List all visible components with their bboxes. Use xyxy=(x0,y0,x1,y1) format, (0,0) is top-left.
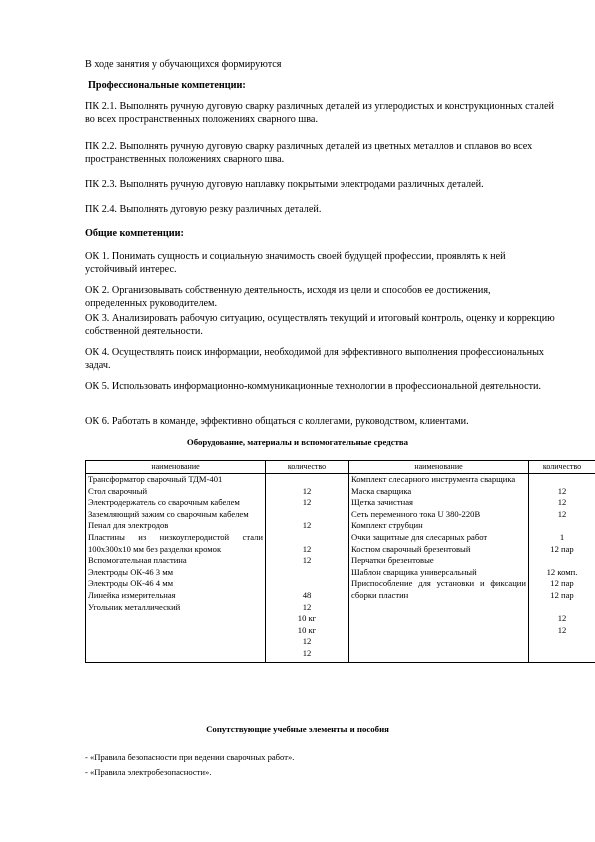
item-name: Маска сварщика xyxy=(351,485,412,496)
table-bottom-row xyxy=(86,660,595,663)
table-row xyxy=(86,474,595,660)
item-qty: 12 xyxy=(557,497,567,508)
item-name: Сеть переменного тока U 380-220В xyxy=(351,508,481,519)
item-qty: 48 xyxy=(302,589,312,600)
ok-item: ОК 3. Анализировать рабочую ситуацию, осуществлять текущий и итоговый контроль, оценку и коррекцию собственной деятельности. xyxy=(85,313,555,337)
item-qty: 12 комп. xyxy=(546,566,578,577)
aids-heading: Сопутствующие учебные элементы и пособия xyxy=(206,724,389,734)
item-qty: 12 xyxy=(302,485,312,496)
item-qty: 10 кг xyxy=(297,613,317,624)
item-qty: 12 xyxy=(302,601,312,612)
column-header: наименование xyxy=(349,461,529,474)
left-qty-cell xyxy=(266,474,349,660)
item-name: Линейка измерительная xyxy=(88,589,176,600)
item-qty: 12 xyxy=(302,543,312,554)
item-name: Угольник металлический xyxy=(88,601,181,612)
equipment-table xyxy=(85,460,595,663)
column-header: количество xyxy=(529,461,595,474)
pk-item: ПК 2.4. Выполнять дуговую резку различных деталей. xyxy=(85,204,322,215)
item-name: Трансформатор сварочный ТДМ-401 xyxy=(88,474,223,484)
item-name: Электроды ОК-46 3 мм xyxy=(88,566,174,577)
item-name: Шаблон сварщика универсальный xyxy=(351,566,477,577)
general-heading: Общие компетенции: xyxy=(85,228,184,239)
ok-item: ОК 2. Организовывать собственную деятельность, исходя из цели и способов ее достижения, определенных руководителем. xyxy=(85,285,491,309)
aids-item: - «Правила электробезопасности». xyxy=(85,767,212,777)
item-qty: 12 xyxy=(557,485,567,496)
item-qty: 12 xyxy=(302,636,312,647)
item-qty: 12 xyxy=(557,624,567,635)
item-name: Заземляющий зажим со сварочным кабелем xyxy=(88,508,249,519)
table-header-row xyxy=(86,461,595,474)
ok-item: ОК 4. Осуществлять поиск информации, необходимой для эффективного выполнения профессиональных задач. xyxy=(85,347,545,371)
item-name: Комплект струбцин xyxy=(351,520,423,531)
item-name: Электроды ОК-46 4 мм xyxy=(88,578,174,589)
item-qty: 12 пар xyxy=(550,589,574,600)
item-name: Пластины из низкоуглеродистой стали 100х300х10 мм без разделки кромок xyxy=(88,531,263,554)
item-qty: 12 xyxy=(557,508,567,519)
equipment-heading: Оборудование, материалы и вспомогательные средства xyxy=(186,437,409,447)
item-qty: 12 xyxy=(302,497,312,508)
pk-item: ПК 2.1. Выполнять ручную дуговую сварку различных деталей из углеродистых и конструкционных сталей во всех пространственных положениях сварного шва. xyxy=(85,101,554,125)
item-name: Комплект слесарного инструмента сварщика xyxy=(351,474,516,484)
item-qty xyxy=(531,555,593,567)
intro-text: В ходе занятия у обучающихся формируются xyxy=(85,59,282,70)
item-name: Перчатки брезентовые xyxy=(351,555,434,566)
item-name: Щетка зачистная xyxy=(351,497,413,508)
item-name: Очки защитные для слесарных работ xyxy=(351,531,488,542)
item-name: Стол сварочный xyxy=(88,485,148,496)
column-header: количество xyxy=(266,461,349,474)
item-qty: 12 пар xyxy=(550,578,574,589)
item-qty: 1 xyxy=(559,531,565,542)
item-qty: 12 xyxy=(302,555,312,566)
right-list-cell xyxy=(349,474,529,660)
ok-item: ОК 6. Работать в команде, эффективно общаться с коллегами, руководством, клиентами. xyxy=(85,416,469,427)
pk-item: ПК 2.3. Выполнять ручную дуговую наплавку покрытыми электродами различных деталей. xyxy=(85,179,484,190)
item-name: Костюм сварочный брезентовый xyxy=(351,543,471,554)
item-qty: 12 xyxy=(302,647,312,658)
item-name: Приспособление для установки и фиксации сборки пластин xyxy=(351,578,526,600)
ok-item: ОК 5. Использовать информационно-коммуникационные технологии в профессиональной деятельности. xyxy=(85,381,542,392)
item-qty xyxy=(268,474,346,486)
column-header: наименование xyxy=(86,461,266,474)
left-list-cell xyxy=(86,474,266,660)
pk-item: ПК 2.2. Выполнять ручную дуговую сварку различных деталей из цветных металлов и сплавов во всех пространственных положениях сварного шва. xyxy=(85,141,533,165)
item-name: Электродержатель со сварочным кабелем xyxy=(88,497,240,508)
prof-heading: Профессиональные компетенции: xyxy=(88,80,246,91)
right-qty-cell xyxy=(529,474,595,660)
item-qty xyxy=(531,520,593,532)
ok-item: ОК 1. Понимать сущность и социальную значимость своей будущей профессии, проявлять к ней устойчивый интерес. xyxy=(85,251,506,275)
item-qty: 12 пар xyxy=(550,543,574,554)
item-qty: 12 xyxy=(302,520,312,531)
item-qty: 10 кг xyxy=(297,624,317,635)
aids-item: - «Правила безопасности при ведении сварочных работ». xyxy=(85,752,295,762)
item-name: Вспомогательная пластина xyxy=(88,555,187,566)
item-qty: 12 xyxy=(557,613,567,624)
item-name: Пенал для электродов xyxy=(88,520,169,531)
